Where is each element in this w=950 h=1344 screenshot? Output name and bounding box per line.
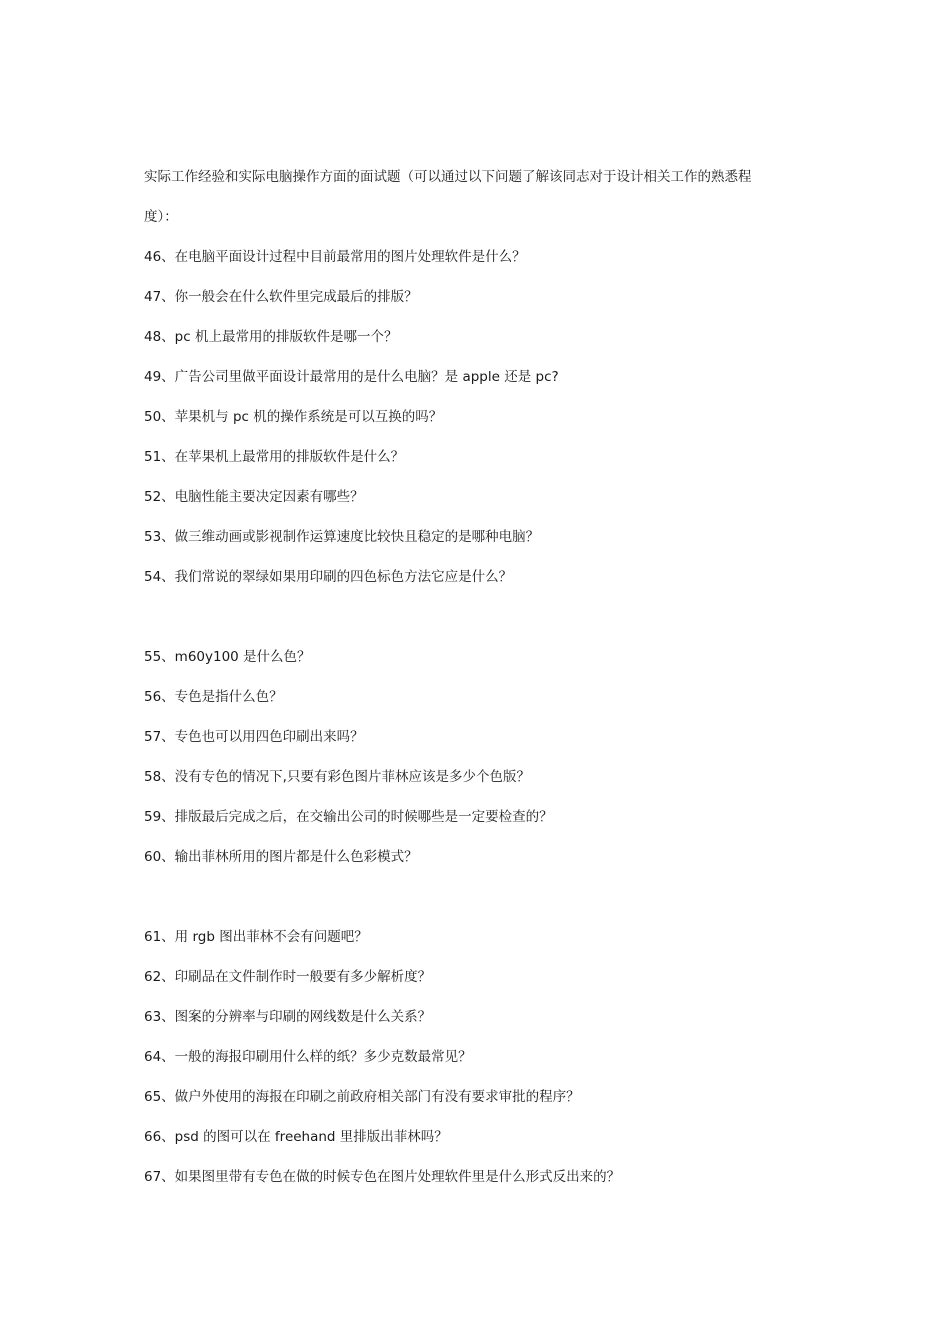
question-55: 55、m60y100 是什么色？ (144, 649, 311, 665)
question-46: 46、在电脑平面设计过程中目前最常用的图片处理软件是什么？ (144, 249, 526, 265)
question-58: 58、没有专色的情况下,只要有彩色图片菲林应该是多少个色版？ (144, 769, 530, 785)
question-52: 52、电脑性能主要决定因素有哪些？ (144, 489, 364, 505)
question-47: 47、你一般会在什么软件里完成最后的排版？ (144, 289, 418, 305)
question-48: 48、pc 机上最常用的排版软件是哪一个？ (144, 329, 398, 345)
question-53: 53、做三维动画或影视制作运算速度比较快且稳定的是哪种电脑？ (144, 529, 540, 545)
question-54: 54、我们常说的翠绿如果用印刷的四色标色方法它应是什么？ (144, 569, 513, 585)
intro-line-2: 度）： (144, 209, 178, 225)
question-64: 64、一般的海报印刷用什么样的纸？多少克数最常见？ (144, 1049, 472, 1065)
question-65: 65、做户外使用的海报在印刷之前政府相关部门有没有要求审批的程序？ (144, 1089, 580, 1105)
paragraph-gap (144, 885, 804, 925)
question-57: 57、专色也可以用四色印刷出来吗？ (144, 729, 364, 745)
question-50: 50、苹果机与 pc 机的操作系统是可以互换的吗？ (144, 409, 443, 425)
paragraph-gap (144, 605, 804, 645)
document-body (144, 165, 804, 1205)
question-66: 66、psd 的图可以在 freehand 里排版出菲林吗？ (144, 1129, 448, 1145)
question-59: 59、排版最后完成之后，在交输出公司的时候哪些是一定要检查的？ (144, 809, 553, 825)
question-56: 56、专色是指什么色？ (144, 689, 283, 705)
question-62: 62、印刷品在文件制作时一般要有多少解析度？ (144, 969, 432, 985)
question-63: 63、图案的分辨率与印刷的网线数是什么关系？ (144, 1009, 432, 1025)
question-60: 60、输出菲林所用的图片都是什么色彩模式？ (144, 849, 418, 865)
intro-line-1: 实际工作经验和实际电脑操作方面的面试题（可以通过以下问题了解该同志对于设计相关工作的熟悉程 (144, 169, 752, 185)
question-67: 67、如果图里带有专色在做的时候专色在图片处理软件里是什么形式反出来的？ (144, 1169, 621, 1185)
question-51: 51、在苹果机上最常用的排版软件是什么？ (144, 449, 405, 465)
question-61: 61、用 rgb 图出菲林不会有问题吧？ (144, 929, 368, 945)
question-49: 49、广告公司里做平面设计最常用的是什么电脑？是 apple 还是 pc? (144, 369, 559, 385)
